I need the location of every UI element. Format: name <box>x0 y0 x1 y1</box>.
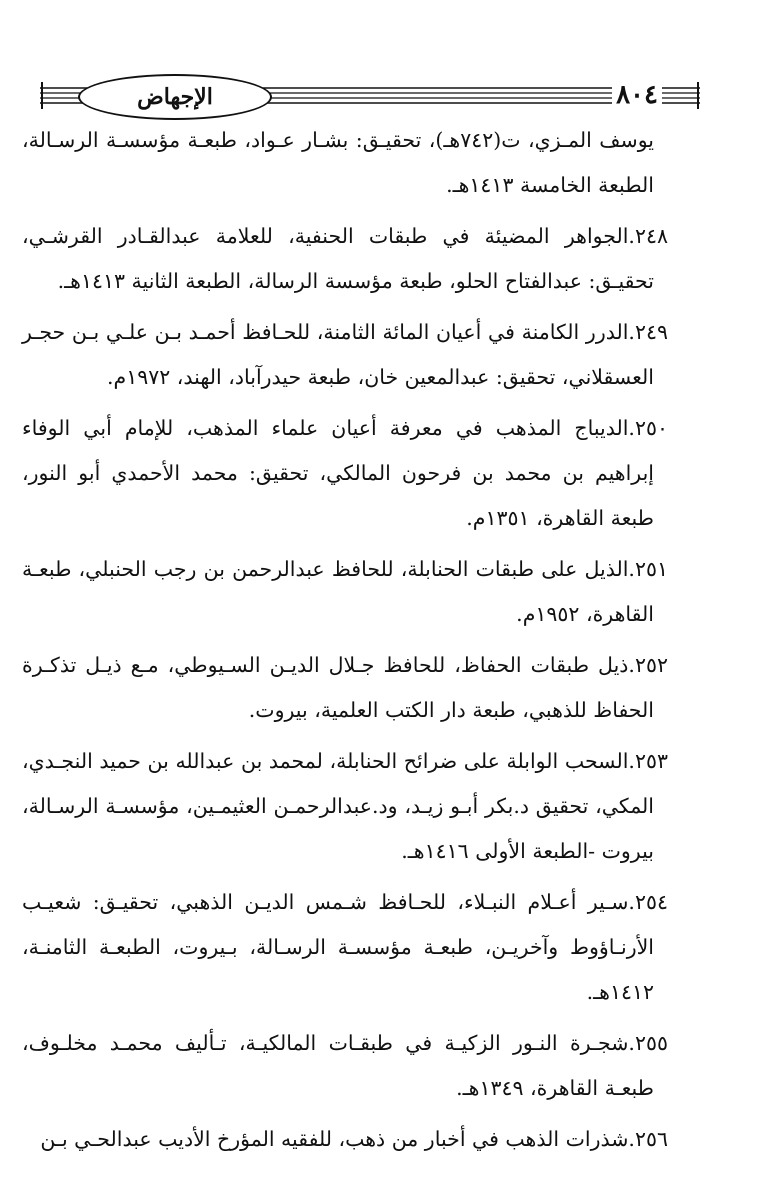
entry-number: ٢٥٤. <box>628 890 668 914</box>
entry-number: ٢٥٢. <box>628 653 668 677</box>
list-item <box>22 310 668 400</box>
entry-text: الديباج المذهب في معرفة أعيان علماء المذهب، للإمام أبي الوفاء إبراهيم بن محمد بن فرحون المالكي، تحقيق: محمد الأحمدي أبو النور، طبعة القاهرة، ١٣٥١م. <box>22 416 654 530</box>
entry-text: السحب الوابلة على ضرائح الحنابلة، لمحمد بن عبدالله بن حميد النجـدي، المكي، تحقيق د.بكر أبـو زيـد، ود.عبدالرحمـن العثيمـين، مؤسسـة الرسـالة، بيروت -الطبعة الأولى ١٤١٦هـ. <box>22 749 654 863</box>
entry-text: الجواهر المضيئة في طبقات الحنفية، للعلامة عبدالقـادر القرشـي، تحقيـق: عبدالفتاح الحلو، طبعة مؤسسة الرسالة، الطبعة الثانية ١٤١٣هـ. <box>22 224 654 293</box>
list-item <box>22 406 668 541</box>
entry-text: شذرات الذهب في أخبار من ذهب، للفقيه المؤرخ الأديب عبدالحـي بـن <box>40 1127 629 1151</box>
list-item <box>22 880 668 1015</box>
entry-number: ٢٤٩. <box>628 320 668 344</box>
page-number: ٨٠٤ <box>612 80 662 110</box>
entry-number: ٢٥٦. <box>628 1127 668 1151</box>
entry-number: ٢٥٠. <box>628 416 668 440</box>
entry-text: سـير أعـلام النبـلاء، للحـافظ شـمس الديـن الذهبي، تحقيـق: شعيـب الأرنـاؤوط وآخريـن، طبعـة مؤسسـة الرسـالة، بـيروت، الطبعـة الثامنـة، ١٤١٢هـ. <box>22 890 654 1004</box>
entry-text: ذيل طبقات الحفاظ، للحافظ جـلال الديـن السـيوطي، مـع ذيـل تذكـرة الحفاظ للذهبي، طبعة دار الكتب العلمية، بيروت. <box>22 653 654 722</box>
list-item <box>22 643 668 733</box>
page-header <box>40 68 700 122</box>
entry-text: الدرر الكامنة في أعيان المائة الثامنة، للحـافظ أحمـد بـن علـي بـن حجـر العسقلاني، تحقيق: عبدالمعين خان، طبعة حيدرآباد، الهند، ١٩٧٢م. <box>22 320 654 389</box>
list-item <box>22 739 668 874</box>
list-item <box>22 118 668 208</box>
entry-number: ٢٥١. <box>628 557 668 581</box>
entry-text: يوسف المـزي، ت(٧٤٢هـ)، تحقيـق: بشـار عـواد، طبعـة مؤسسـة الرسـالة، الطبعة الخامسة ١٤١٣هـ. <box>22 128 654 197</box>
list-item <box>22 214 668 304</box>
entry-text: الذيل على طبقات الحنابلة، للحافظ عبدالرحمن بن رجب الحنبلي، طبعـة القاهرة، ١٩٥٢م. <box>22 557 654 626</box>
list-item <box>22 547 668 637</box>
entry-number: ٢٥٣. <box>628 749 668 773</box>
list-item <box>22 1021 668 1111</box>
entry-number: ٢٥٥. <box>628 1031 668 1055</box>
bibliography-list <box>22 118 668 1168</box>
list-item <box>22 1117 668 1162</box>
entry-number: ٢٤٨. <box>628 224 668 248</box>
chapter-title-frame <box>78 74 272 120</box>
chapter-title: الإجهاض <box>137 84 213 110</box>
entry-text: شجـرة النـور الزكيـة في طبقـات المالكيـة، تـأليف محمـد مخلـوف، طبعـة القاهرة، ١٣٤٩هـ. <box>22 1031 654 1100</box>
